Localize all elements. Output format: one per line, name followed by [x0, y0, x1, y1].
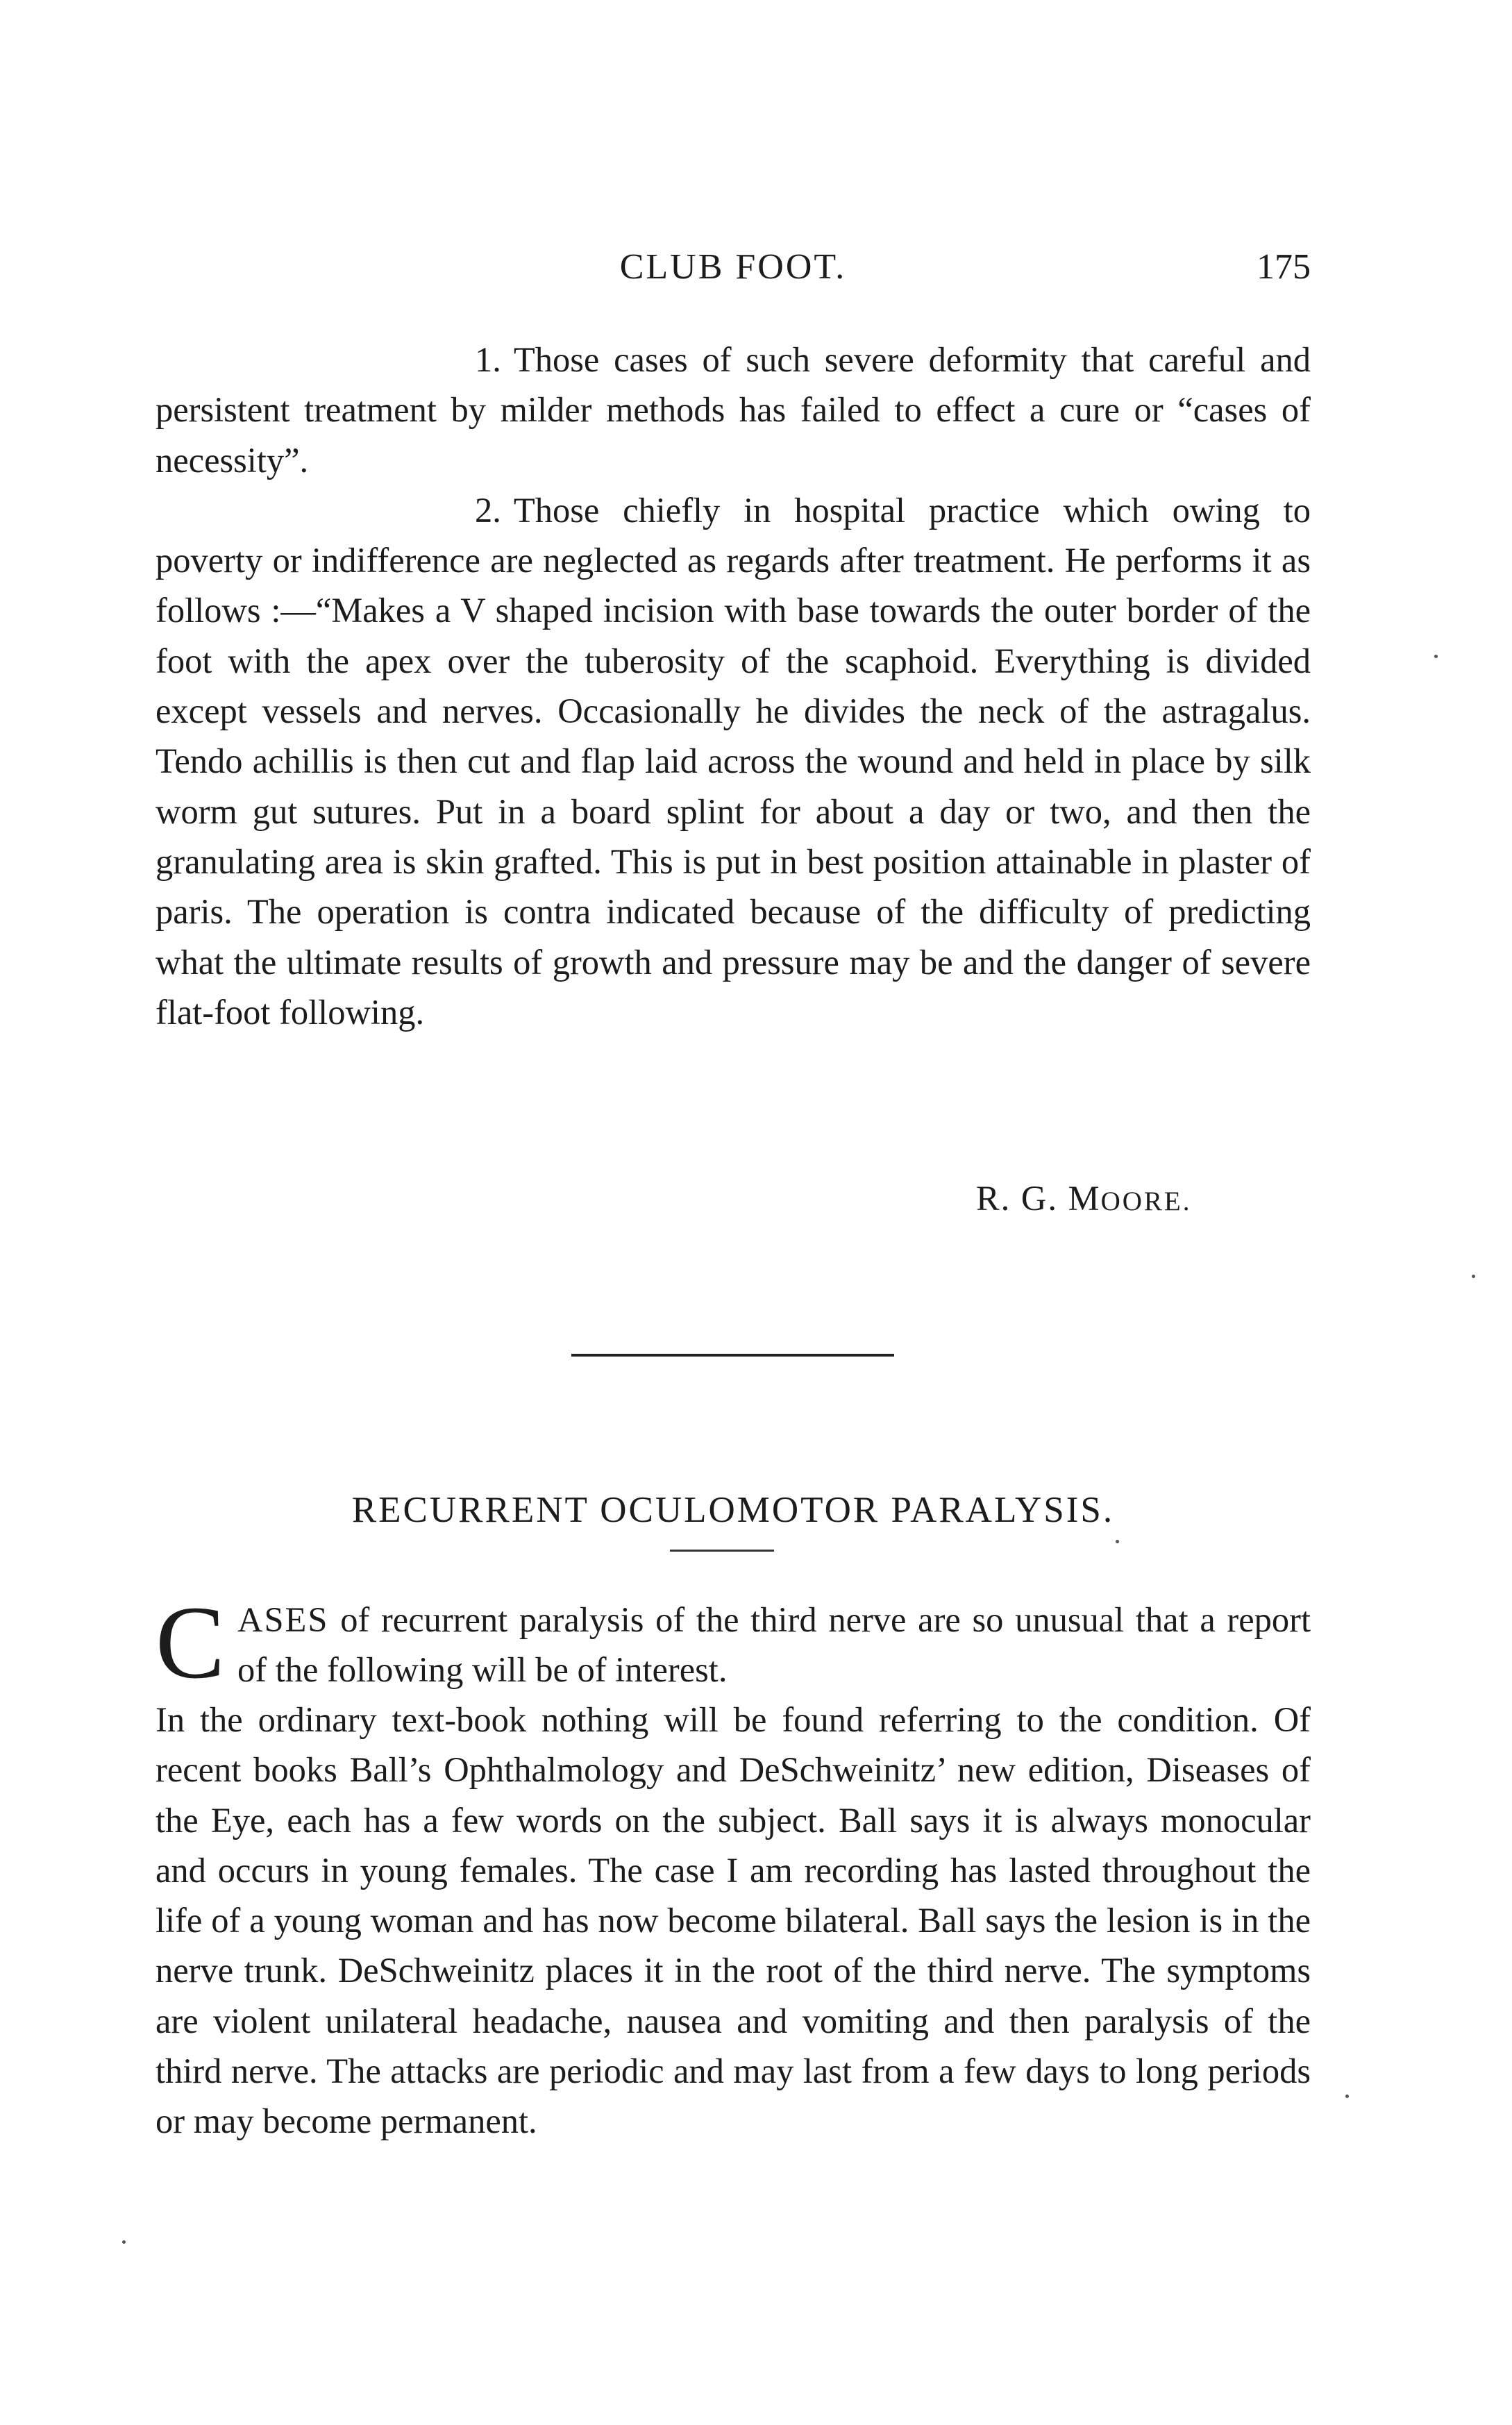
author-signature	[976, 1173, 1191, 1227]
print-speck	[1116, 1540, 1119, 1543]
drop-cap: C	[156, 1585, 226, 1700]
paragraph-case-2	[156, 485, 1311, 1037]
paragraph-text: Those cases of such severe deformity that careful and persistent treatment by milder methods has failed to effect a cure or “cases of necessity”.	[156, 340, 1311, 480]
paragraph-text: Those chiefly in hospital practice which owing to poverty or indifference are neglected as regards after treatment. He performs it as follows :—“Makes a V shaped incision with base towards the outer border of the foot with the apex over the tuberosity of the scaphoid. Everything is divided except vessels and nerves. Occasionally he divides the neck of the astragalus. Tendo achillis is then cut and flap laid across the wound and held in place by silk worm gut sutures. Put in a board splint for about a day or two, and then the granulating area is skin grafted. This is put in best position attainable in plaster of paris. The operation is contra indicated because of the difficulty of predicting what the ultimate results of growth and pressure may be and the danger of severe flat-foot following.	[156, 490, 1311, 1032]
signature-initials: R. G. M	[976, 1179, 1101, 1218]
first-word: ASES	[237, 1600, 329, 1639]
body-paragraph: In the ordinary text-book nothing will be found referring to the condition. Of recent books Ball’s Ophthalmology and DeSchweinitz’ new edition, Diseases of the Eye, each has a few words on the subject. Ball says it is always monocular and occurs in young females. The case I am recording has lasted throughout the life of a young woman and has now become bilateral. Ball says the lesion is in the nerve trunk. DeSchweinitz places it in the root of the third nerve. The symptoms are violent unilateral headache, nausea and vomiting and then paralysis of the third nerve. The attacks are periodic and may last from a few days to long periods or may become permanent.	[156, 1700, 1311, 2141]
print-speck	[122, 2240, 126, 2244]
print-speck	[1472, 1275, 1475, 1278]
item-number: 2.	[475, 490, 501, 530]
paragraph-case-1	[156, 335, 1311, 485]
opening-paragraph	[237, 1595, 1311, 1695]
opening-text: of recurrent paralysis of the third nerve are so unusual that a report of the following will be of interest.	[237, 1600, 1311, 1690]
club-foot-text	[156, 335, 1311, 1037]
running-head	[156, 243, 1311, 292]
page-number: 175	[1257, 247, 1311, 287]
running-title: CLUB FOOT.	[619, 247, 847, 287]
title-underline	[670, 1550, 774, 1552]
print-speck	[1345, 2095, 1349, 2098]
section-divider	[571, 1354, 894, 1357]
print-speck	[1434, 655, 1438, 658]
section-title: RECURRENT OCULOMOTOR PARALYSIS.	[351, 1490, 1115, 1530]
signature-surname: OORE.	[1100, 1186, 1192, 1216]
opening-lines	[156, 1585, 1311, 1700]
item-number: 1.	[475, 340, 501, 379]
oculomotor-body	[156, 1695, 1311, 2147]
oculomotor-opening	[156, 1585, 1311, 1700]
